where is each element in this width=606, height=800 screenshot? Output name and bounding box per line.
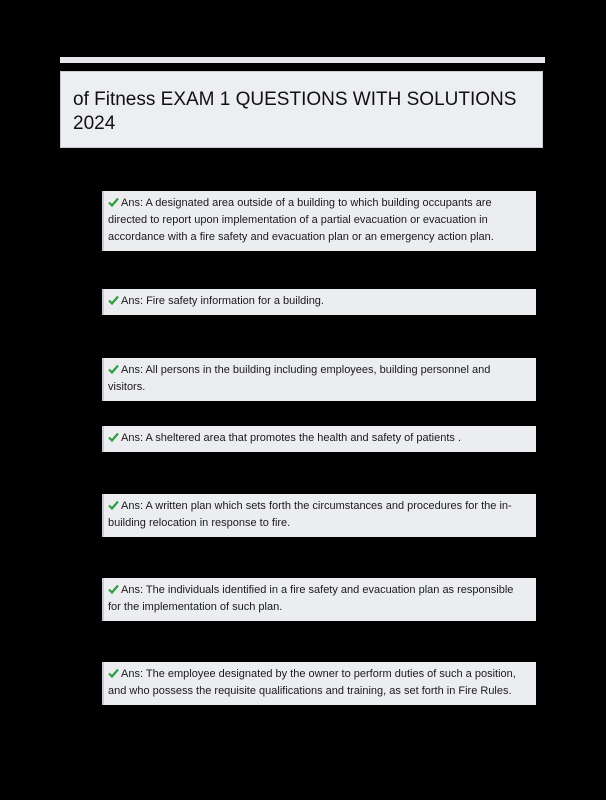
check-icon (108, 432, 119, 442)
answer-block (102, 578, 536, 621)
answer-text: Ans: The individuals identified in a fire safety and evacuation plan as responsible for the implementation of such plan. (108, 584, 514, 613)
answer-block (102, 662, 536, 705)
document-title: of Fitness EXAM 1 QUESTIONS WITH SOLUTIONS 2024 (73, 89, 517, 134)
answer-text: Ans: A designated area outside of a building to which building occupants are directed to report upon implementation of a partial evacuation or evacuation in accordance with a fire safety and evacuation plan or an emergency action plan. (108, 197, 494, 243)
top-divider (60, 57, 545, 63)
check-icon (108, 500, 119, 510)
answer-text: Ans: All persons in the building including employees, building personnel and visitors. (108, 364, 491, 393)
answer-block (102, 426, 536, 452)
check-icon (108, 668, 119, 678)
answer-block (102, 191, 536, 251)
answer-text: Ans: The employee designated by the owner to perform duties of such a position, and who possess the requisite qualifications and training, as set forth in Fire Rules. (108, 668, 516, 697)
answer-block (102, 494, 536, 537)
answer-text: Ans: A sheltered area that promotes the health and safety of patients . (121, 432, 461, 444)
check-icon (108, 295, 119, 305)
answer-text: Ans: A written plan which sets forth the circumstances and procedures for the in-building relocation in response to fire. (108, 500, 512, 529)
answer-text: Ans: Fire safety information for a building. (121, 295, 324, 307)
title-box (60, 71, 543, 148)
check-icon (108, 197, 119, 207)
check-icon (108, 364, 119, 374)
check-icon (108, 584, 119, 594)
answer-block (102, 358, 536, 401)
answer-block (102, 289, 536, 315)
